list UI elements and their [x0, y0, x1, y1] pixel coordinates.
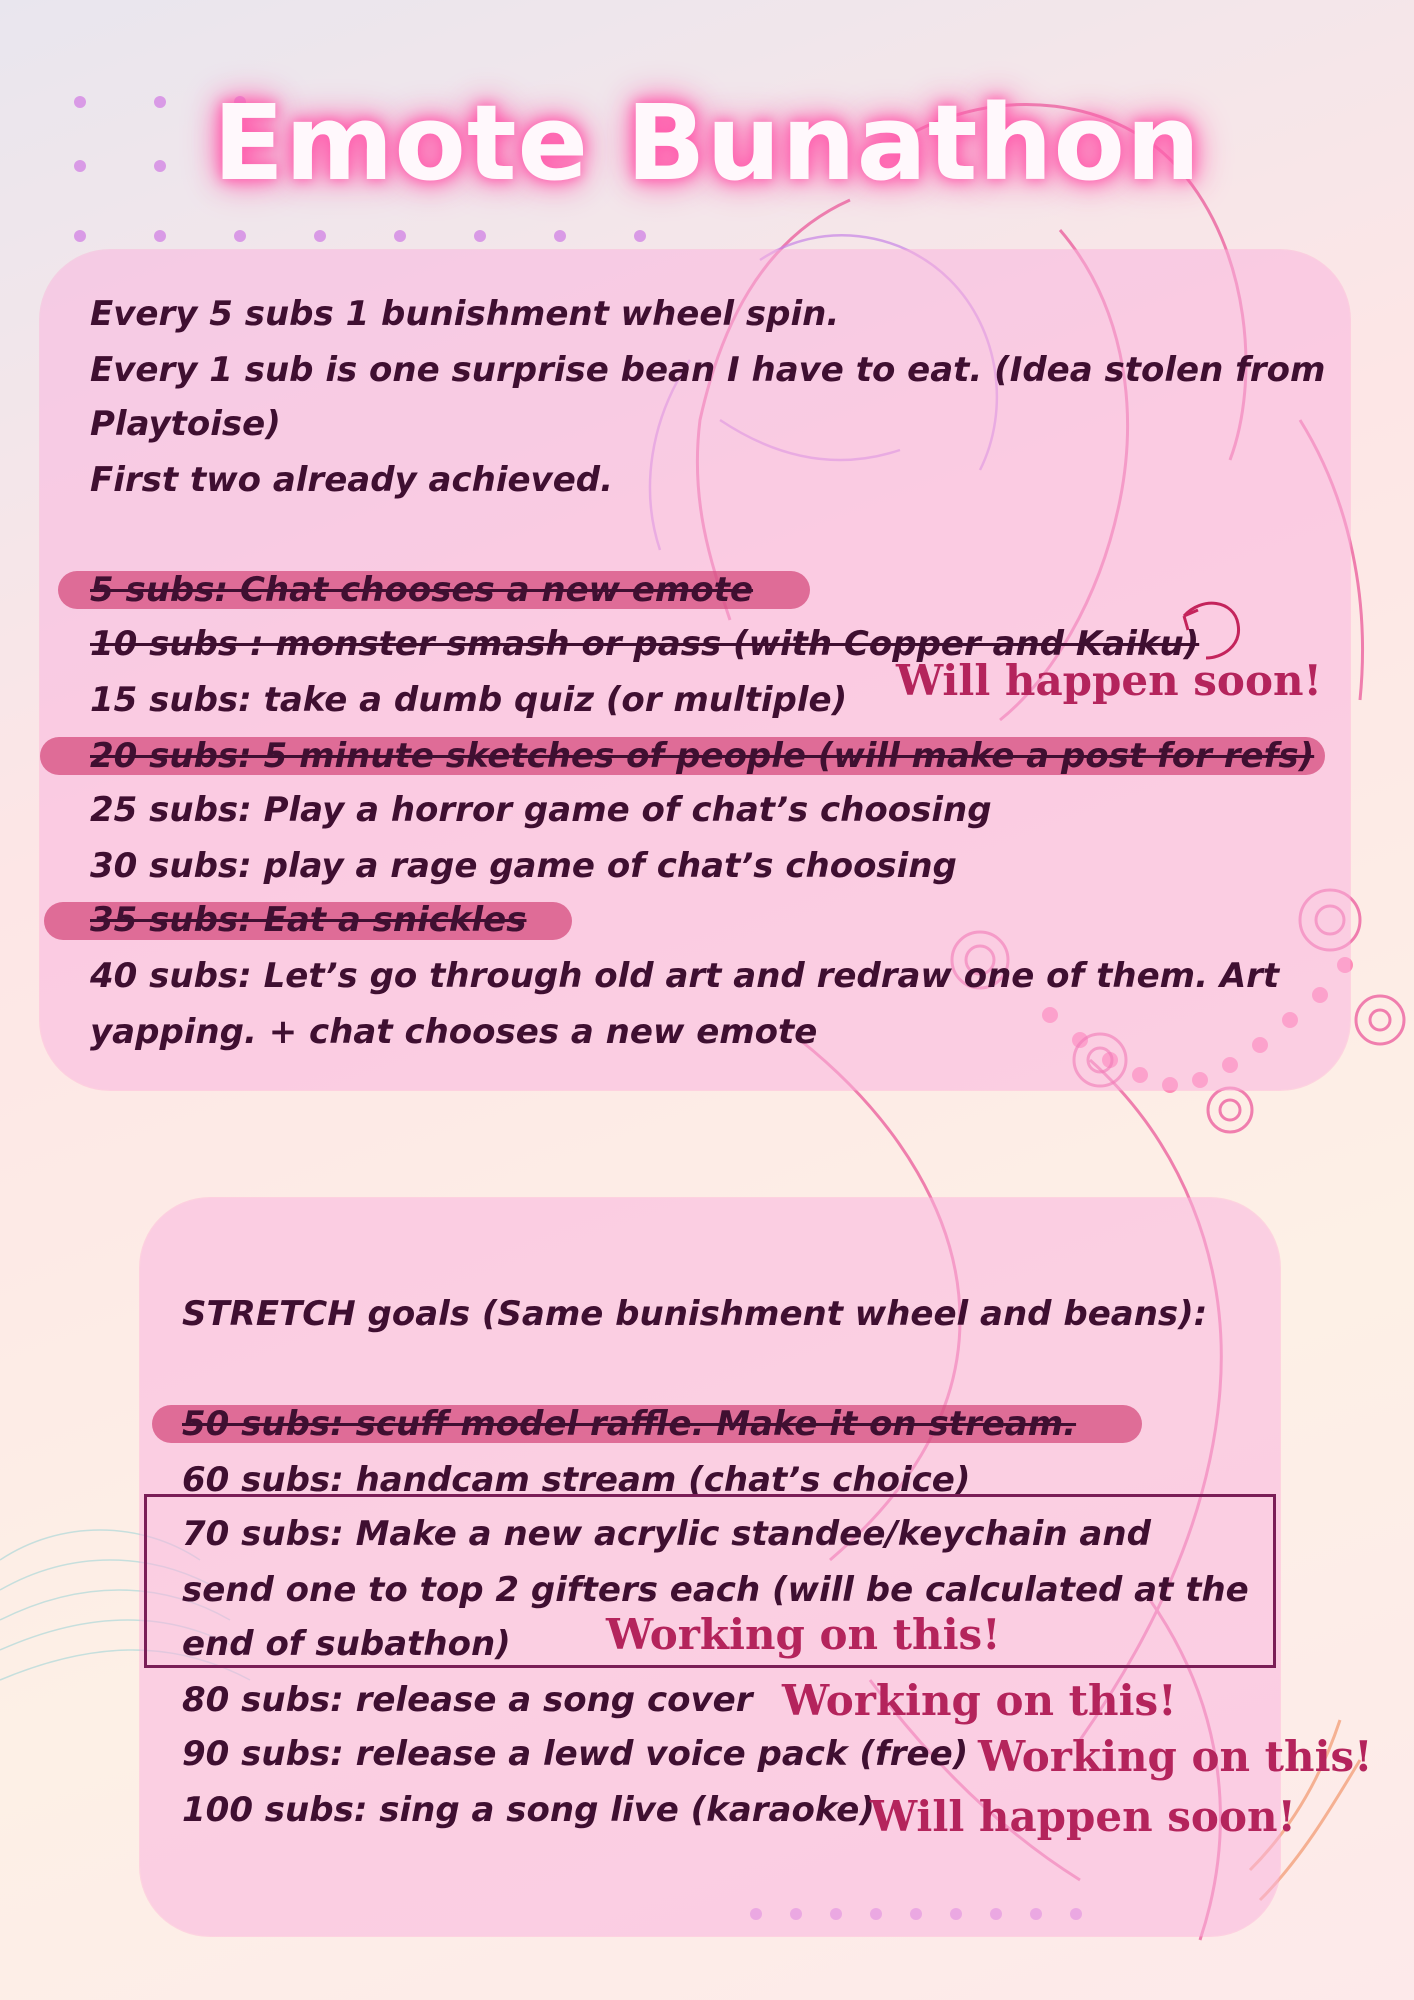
- stretch-item: end of subathon): [182, 1624, 511, 1664]
- goal-item: 30 subs: play a rage game of chat’s choosing: [90, 846, 957, 886]
- goal-item: 40 subs: Let’s go through old art and redraw one of them. Art: [90, 956, 1280, 996]
- intro-line: Every 5 subs 1 bunishment wheel spin.: [90, 294, 840, 334]
- status-note: Working on this!: [606, 1610, 1001, 1659]
- stretch-item-completed: 50 subs: scuff model raffle. Make it on stream.: [182, 1404, 1077, 1444]
- stretch-item: send one to top 2 gifters each (will be calculated at the: [182, 1570, 1249, 1610]
- status-note: Working on this!: [782, 1676, 1177, 1725]
- goal-item-completed: 20 subs: 5 minute sketches of people (will make a post for refs): [90, 736, 1315, 776]
- stretch-item: 60 subs: handcam stream (chat’s choice): [182, 1460, 971, 1500]
- goal-item: yapping. + chat chooses a new emote: [90, 1012, 818, 1052]
- stretch-item: 80 subs: release a song cover: [182, 1680, 753, 1720]
- status-note: Working on this!: [978, 1732, 1373, 1781]
- goal-item: 15 subs: take a dumb quiz (or multiple): [90, 680, 848, 720]
- stretch-item: 90 subs: release a lewd voice pack (free): [182, 1734, 969, 1774]
- intro-line: Every 1 sub is one surprise bean I have to eat. (Idea stolen from: [90, 350, 1326, 390]
- stretch-heading: STRETCH goals (Same bunishment wheel and beans):: [182, 1294, 1208, 1334]
- intro-line: Playtoise): [90, 404, 281, 444]
- goal-item: 25 subs: Play a horror game of chat’s choosing: [90, 790, 992, 830]
- goal-item-completed: 5 subs: Chat chooses a new emote: [90, 570, 754, 610]
- curved-arrow-icon: [1172, 594, 1252, 664]
- intro-line: First two already achieved.: [90, 460, 614, 500]
- stretch-item: 100 subs: sing a song live (karaoke): [182, 1790, 875, 1830]
- page-title: Emote Bunathon: [212, 82, 1202, 204]
- goal-item-completed: 10 subs : monster smash or pass (with Copper and Kaiku): [90, 624, 1200, 664]
- stretch-item: 70 subs: Make a new acrylic standee/keychain and: [182, 1514, 1151, 1554]
- status-note: Will happen soon!: [896, 656, 1322, 705]
- status-note: Will happen soon!: [870, 1792, 1296, 1841]
- goal-item-completed: 35 subs: Eat a snickles: [90, 900, 527, 940]
